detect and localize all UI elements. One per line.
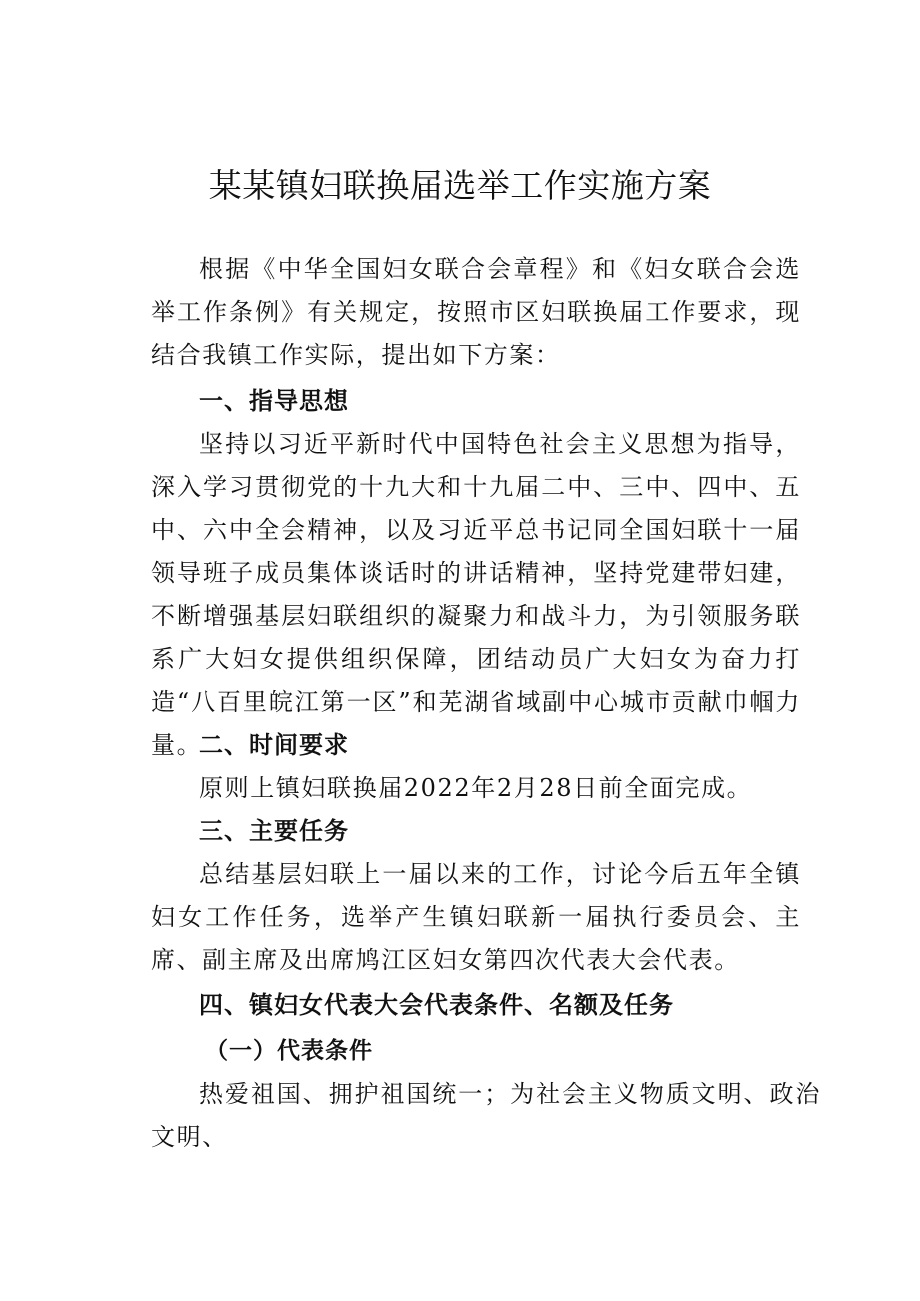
- subsection-paragraph-conditions: 热爱祖国、拥护祖国统一；为社会主义物质文明、政治文明、: [151, 1080, 821, 1151]
- section-heading-main-tasks: 三、主要任务: [199, 817, 349, 845]
- document-title: 某某镇妇联换届选举工作实施方案: [208, 166, 712, 205]
- section-heading-time-requirement: 二、时间要求: [199, 731, 349, 759]
- section-paragraph-time-requirement: 原则上镇妇联换届2022年2月28日前全面完成。: [199, 774, 753, 802]
- section-paragraph-main-tasks: 总结基层妇联上一届以来的工作，讨论今后五年全镇妇女工作任务，选举产生镇妇联新一届执行委员会、主席、副主席及出席鸠江区妇女第四次代表大会代表。: [151, 860, 801, 974]
- section-heading-representative-conditions: 四、镇妇女代表大会代表条件、名额及任务: [199, 991, 674, 1019]
- subsection-heading-conditions: （一）代表条件: [205, 1038, 373, 1064]
- intro-paragraph: 根据《中华全国妇女联合会章程》和《妇女联合会选举工作条例》有关规定，按照市区妇联换届工作要求，现结合我镇工作实际，提出如下方案：: [151, 255, 801, 369]
- section-heading-guiding-ideology: 一、指导思想: [199, 387, 349, 415]
- section-paragraph-guiding-ideology: 坚持以习近平新时代中国特色社会主义思想为指导，深入学习贯彻党的十九大和十九届二中、三中、四中、五中、六中全会精神，以及习近平总书记同全国妇联十一届领导班子成员集体谈话时的讲话精神，坚持党建带妇建，不断增强基层妇联组织的凝聚力和战斗力，为引领服务联系广大妇女提供组织保障，团结动员广大妇女为奋力打造“八百里皖江第一区”和芜湖省域副中心城市贡献巾帼力量。: [151, 430, 801, 759]
